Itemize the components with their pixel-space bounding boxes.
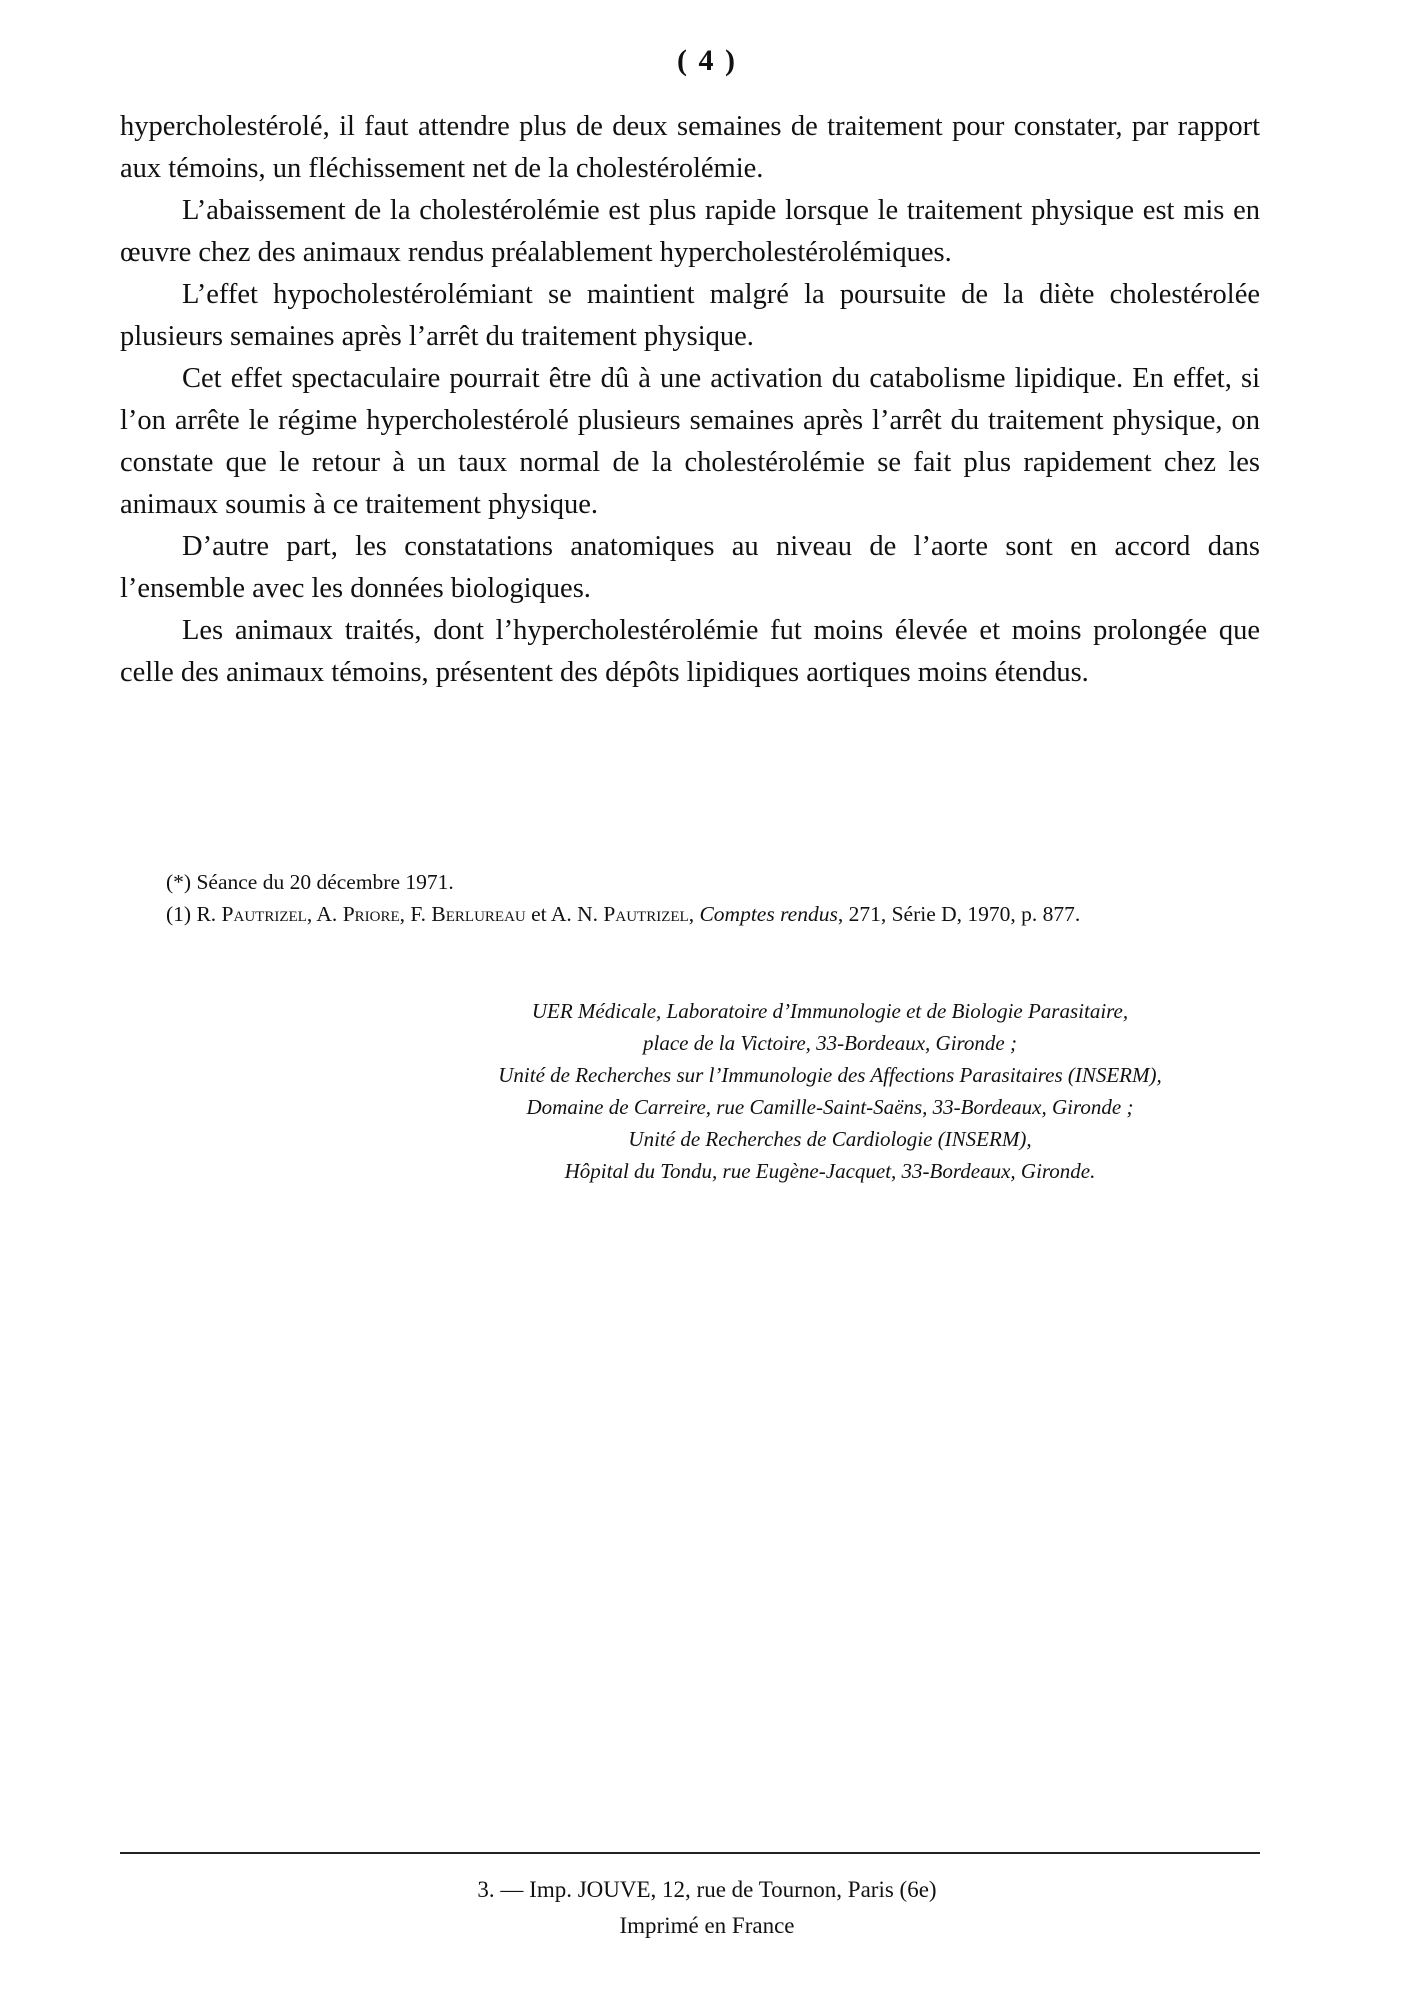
address-line: Domaine de Carreire, rue Camille-Saint-Saëns, 33-Bordeaux, Gironde ;: [526, 1095, 1134, 1119]
footnotes: [120, 866, 1260, 930]
author-initial: A.: [316, 902, 338, 926]
footnote-marker: (1): [166, 902, 192, 926]
reference-details: 271, Série D, 1970, p. 877.: [848, 902, 1081, 926]
author-initial: R.: [196, 902, 217, 926]
conjunction: et: [531, 902, 547, 926]
author-addresses: [400, 995, 1260, 1187]
author-name: Priore: [342, 902, 400, 926]
imprint-line: 3. — Imp. JOUVE, 12, rue de Tournon, Paris (6e): [477, 1877, 937, 1902]
paragraph: L’effet hypocholestérolémiant se maintient malgré la poursuite de la diète cholestérolée plusieurs semaines après l’arrêt du traitement physique.: [120, 279, 1260, 352]
paragraph: Cet effet spectaculaire pourrait être dû à une activation du catabolisme lipidique. En effet, si l’on arrête le régime hypercholestérolé plusieurs semaines après l’arrêt du traitement physique, on constate que le retour à un taux normal de la cholestérolémie se fait plus rapidement chez les animaux soumis à ce traitement physique.: [120, 363, 1260, 520]
author-name: Berlureau: [431, 902, 526, 926]
address-line: UER Médicale, Laboratoire d’Immunologie et de Biologie Parasitaire,: [531, 999, 1129, 1023]
body-text: [120, 106, 1260, 694]
footnote-reference: (1) R. Pautrizel, A. Priore, F. Berlureau et A. N. Pautrizel, Comptes rendus, 271, Série D, 1970, p. 877.: [166, 902, 1081, 926]
address-line: Unité de Recherches de Cardiologie (INSERM),: [628, 1127, 1032, 1151]
paragraph: Les animaux traités, dont l’hypercholestérolémie fut moins élevée et moins prolongée que celle des animaux témoins, présentent des dépôts lipidiques aortiques moins étendus.: [120, 615, 1260, 688]
address-line: Hôpital du Tondu, rue Eugène-Jacquet, 33-Bordeaux, Gironde.: [564, 1159, 1096, 1183]
author-initial: A. N.: [550, 902, 599, 926]
paragraph-continuation: hypercholestérolé, il faut attendre plus de deux semaines de traitement pour constater, par rapport aux témoins, un fléchissement net de la cholestérolémie.: [120, 111, 1260, 184]
printer-imprint: [0, 1872, 1414, 1944]
paragraph: D’autre part, les constatations anatomiques au niveau de l’aorte sont en accord dans l’ensemble avec les données biologiques.: [120, 531, 1260, 604]
journal-name: Comptes rendus: [699, 902, 838, 926]
address-line: place de la Victoire, 33-Bordeaux, Gironde ;: [642, 1031, 1017, 1055]
footnote-session: (*) Séance du 20 décembre 1971.: [166, 870, 454, 894]
author-initial: F.: [410, 902, 427, 926]
author-name: Pautrizel: [221, 902, 307, 926]
footer-divider: [120, 1852, 1260, 1854]
imprint-line: Imprimé en France: [619, 1913, 795, 1938]
author-name: Pautrizel: [603, 902, 689, 926]
address-line: Unité de Recherches sur l’Immunologie des Affections Parasitaires (INSERM),: [498, 1063, 1162, 1087]
page-number: ( 4 ): [677, 44, 737, 77]
paragraph: L’abaissement de la cholestérolémie est plus rapide lorsque le traitement physique est mis en œuvre chez des animaux rendus préalablement hypercholestérolémiques.: [120, 195, 1260, 268]
